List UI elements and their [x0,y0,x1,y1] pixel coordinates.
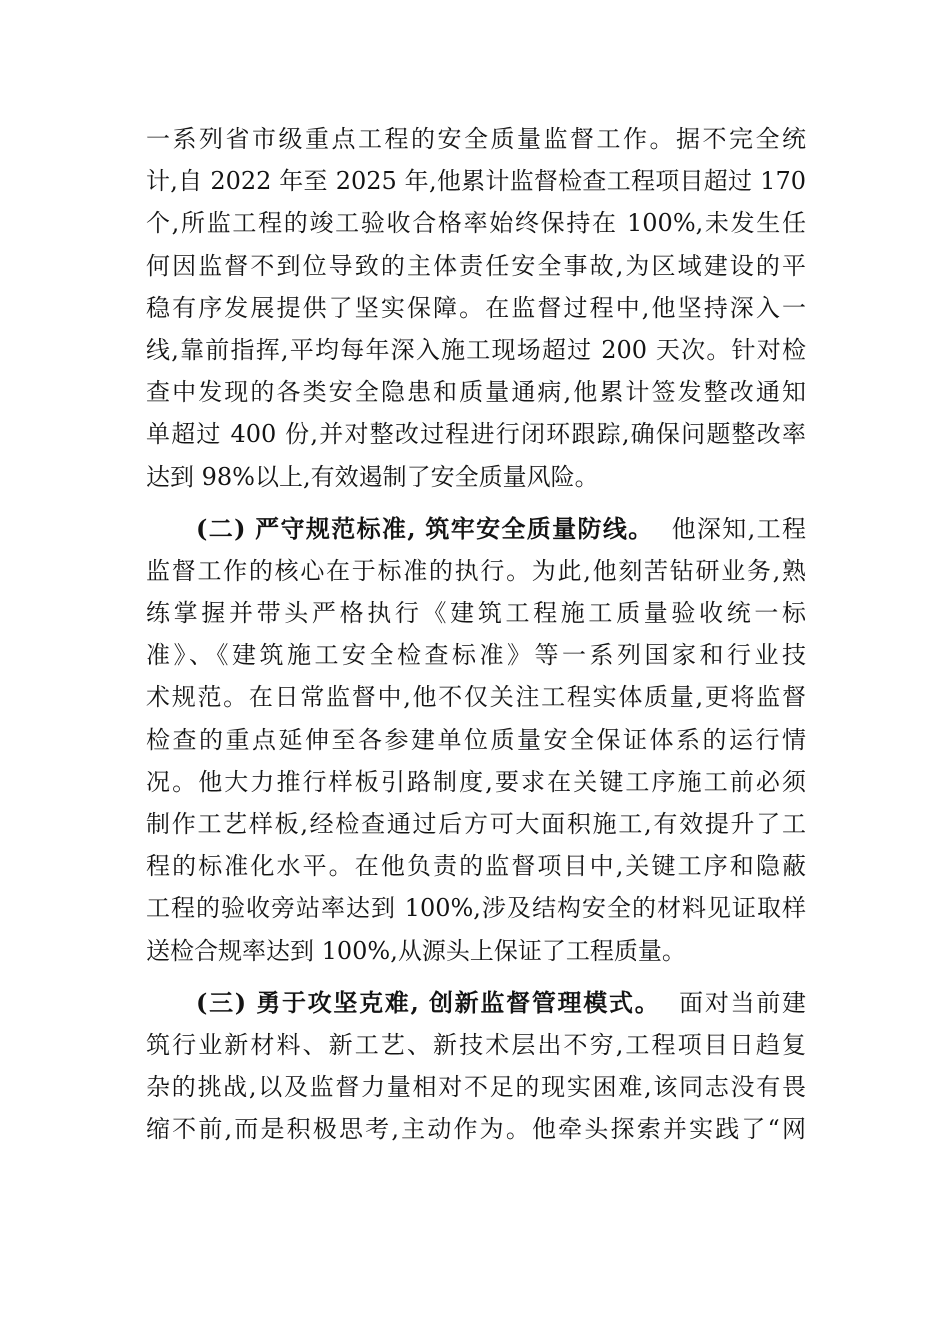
text-run: 他深知,工程 [671,514,806,543]
text-line: 稳有序发展提供了坚实保障。在监督过程中,他坚持深入一 [146,293,806,322]
text-line: 计,自 2022 年至 2025 年,他累计监督检查工程项目超过 170 [146,167,806,196]
text-line: 线,靠前指挥,平均每年深入施工现场超过 200 天次。针对检 [146,335,806,364]
text-line: 何因监督不到位导致的主体责任安全事故,为区域建设的平 [146,251,806,280]
text-line: 个,所监工程的竣工验收合格率始终保持在 100%,未发生任 [146,209,806,238]
text-line: 准》、《建筑施工安全检查标准》等一系列国家和行业技 [146,641,806,670]
document-body [146,118,806,1151]
text-line: 一系列省市级重点工程的安全质量监督工作。据不完全统 [146,125,806,153]
text-line: 况。他大力推行样板引路制度,要求在关键工序施工前必须 [146,767,806,796]
paragraph-3 [146,982,806,1151]
paragraph-first-line [146,982,806,1024]
paragraph-2 [146,508,806,972]
text-line: 工程的验收旁站率达到 100%,涉及结构安全的材料见证取样 [146,894,806,923]
text-line: 缩不前,而是积极思考,主动作为。他牵头探索并实践了“网 [146,1115,806,1144]
text-line: 练掌握并带头严格执行《建筑工程施工质量验收统一标 [146,599,806,628]
text-line: 检查的重点延伸至各参建单位质量安全保证体系的运行情 [146,725,806,754]
text-line: 筑行业新材料、新工艺、新技术层出不穷,工程项目日趋复 [146,1030,806,1059]
text-line: 单超过 400 份,并对整改过程进行闭环跟踪,确保问题整改率 [146,420,806,449]
section-heading: (二) 严守规范标准, 筑牢安全质量防线。 [196,513,654,543]
text-line: 达到 98%以上,有效遏制了安全质量风险。 [146,462,599,491]
text-line: 送检合规率达到 100%,从源头上保证了工程质量。 [146,936,686,965]
text-line: 杂的挑战,以及监督力量相对不足的现实困难,该同志没有畏 [146,1073,806,1102]
text-line: 制作工艺样板,经检查通过后方可大面积施工,有效提升了工 [146,810,806,838]
text-line: 查中发现的各类安全隐患和质量通病,他累计签发整改通知 [146,378,806,407]
text-run: 面对当前建 [679,988,806,1017]
paragraph-1 [146,118,806,498]
paragraph-first-line [146,508,806,550]
text-line: 术规范。在日常监督中,他不仅关注工程实体质量,更将监督 [146,683,806,712]
section-heading: (三) 勇于攻坚克难, 创新监督管理模式。 [196,987,661,1017]
text-line: 程的标准化水平。在他负责的监督项目中,关键工序和隐蔽 [146,852,806,881]
text-line: 监督工作的核心在于标准的执行。为此,他刻苦钻研业务,熟 [146,556,806,585]
